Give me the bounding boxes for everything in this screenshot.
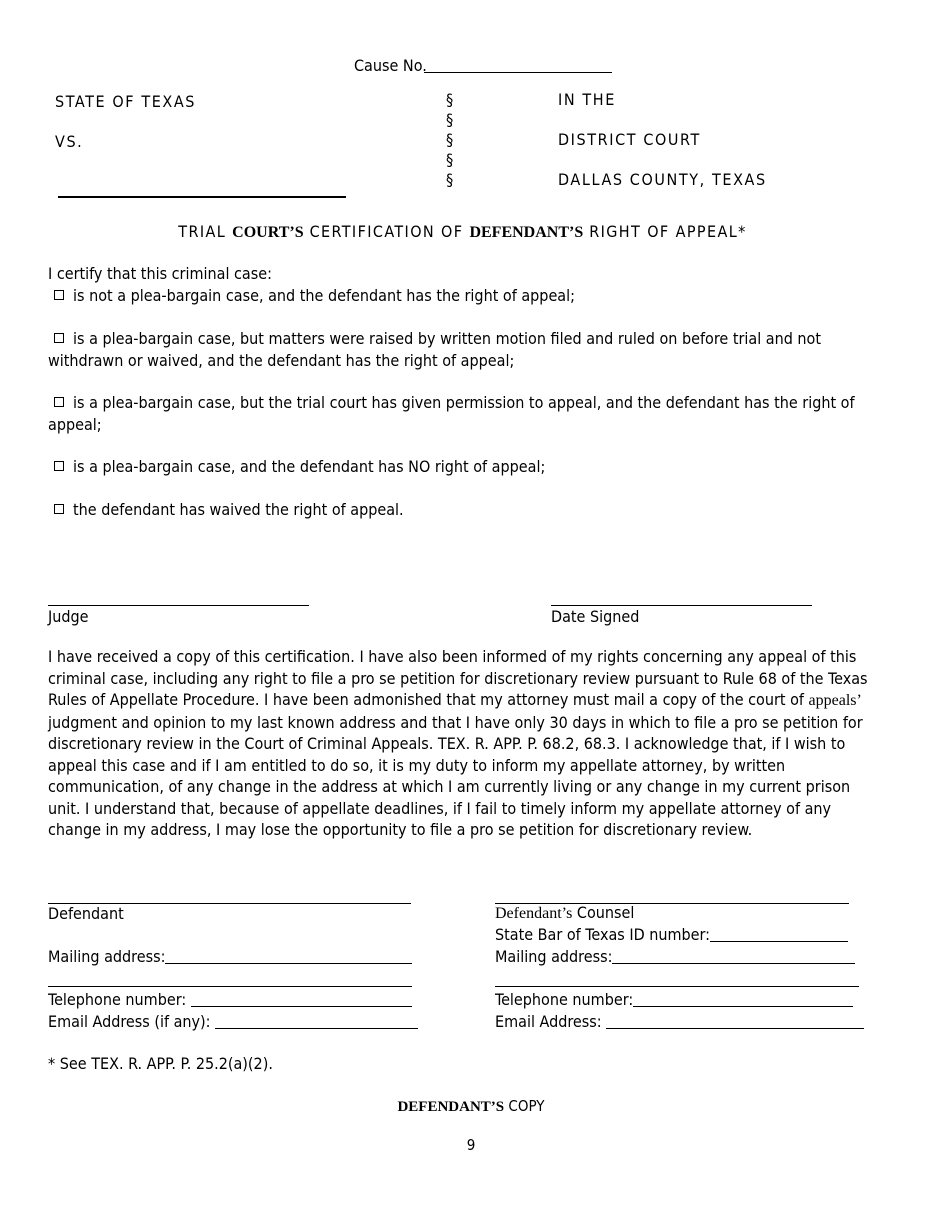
caption-state: STATE OF TEXAS — [55, 92, 197, 111]
acknowledgment-text: I have received a copy of this certification. I have also been informed of my rights concerning any appeal of this criminal case, including any right to file a pro se petition for discretionary review pursuant to Rule 68 of the Texas Rules of Appellate Procedure. I have been admonished that my attorney must mail a copy of the court of — [48, 647, 868, 709]
page-number: 9 — [466, 1136, 476, 1154]
section-mark: § — [446, 170, 454, 189]
option-court-permission — [48, 392, 888, 435]
copy-label-rest: COPY — [504, 1097, 545, 1115]
copy-label — [0, 1097, 942, 1116]
cause-number-field — [354, 56, 427, 75]
judge-label: Judge — [48, 607, 89, 626]
date-signed-line[interactable] — [551, 605, 812, 606]
option-no-right — [48, 456, 888, 478]
section-mark: § — [446, 150, 454, 169]
counsel-label-part: Counsel — [572, 903, 635, 922]
option-text: is a plea-bargain case, but matters were raised by written motion filed and ruled on before trial and not withdrawn or waived, and the defendant has the right of appeal; — [48, 329, 821, 370]
counsel-mailing-line2[interactable] — [495, 986, 859, 987]
field-label: Telephone number: — [495, 990, 634, 1009]
defendant-name-blank[interactable] — [58, 196, 346, 198]
counsel-label-part: Defendant’s — [495, 905, 573, 922]
title-part: DEFENDANT’S — [469, 224, 584, 241]
section-mark: § — [446, 110, 454, 129]
caption-county: DALLAS COUNTY, TEXAS — [558, 170, 767, 189]
acknowledgment-text: judgment and opinion to my last known address and that I have only 30 days in which to file a pro se petition for discretionary review in the Court of Criminal Appeals. TEX. R. APP. P. 68.2, 68.3. I acknowledge that, if I wish to appeal this case and if I am entitled to do so, it is my duty to inform my appellate attorney, by written communication, of any change in the address at which I am currently living or any change in my current prison unit. I understand that, because of appellate deadlines, if I fail to timely inform my appellate attorney of any change in my address, I may lose the opportunity to file a pro se petition for discretionary review. — [48, 712, 863, 839]
cause-number-label: Cause No. — [354, 56, 427, 75]
defendant-mailing-line2[interactable] — [48, 986, 412, 987]
option-waived — [48, 499, 888, 521]
defendant-telephone-field — [48, 990, 412, 1009]
counsel-label — [495, 903, 634, 923]
checkbox[interactable] — [54, 290, 64, 300]
acknowledgment-text: appeals’ — [808, 692, 862, 709]
counsel-email-input[interactable] — [606, 1014, 864, 1029]
checkbox[interactable] — [54, 333, 64, 343]
counsel-telephone-input[interactable] — [633, 992, 853, 1007]
option-text: is a plea-bargain case, but the trial court has given permission to appeal, and the defendant has the right of appeal; — [48, 393, 855, 434]
footnote: * See TEX. R. APP. P. 25.2(a)(2). — [48, 1054, 273, 1073]
section-mark: § — [446, 130, 454, 149]
certify-intro: I certify that this criminal case: — [48, 264, 272, 283]
option-text: the defendant has waived the right of appeal. — [73, 500, 404, 519]
title-part: COURT’S — [232, 224, 304, 241]
title-part: RIGHT OF APPEAL* — [583, 222, 747, 241]
counsel-telephone-field — [495, 990, 853, 1009]
defendant-telephone-input[interactable] — [191, 992, 412, 1007]
counsel-mailing-field — [495, 947, 855, 966]
copy-label-bold: DEFENDANT’S — [397, 1099, 505, 1115]
counsel-mailing-input[interactable] — [612, 949, 855, 964]
caption-in-the: IN THE — [558, 90, 616, 109]
caption-vs: VS. — [55, 132, 84, 151]
title-part: CERTIFICATION OF — [303, 222, 470, 241]
option-not-plea-bargain — [48, 285, 888, 307]
form-title — [0, 222, 925, 242]
field-label: Email Address (if any): — [48, 1012, 211, 1031]
checkbox[interactable] — [54, 504, 64, 514]
date-signed-label: Date Signed — [551, 607, 640, 626]
defendant-email-field — [48, 1012, 418, 1031]
option-text: is a plea-bargain case, and the defendant has NO right of appeal; — [73, 457, 546, 476]
caption-court: DISTRICT COURT — [558, 130, 701, 149]
field-label: Mailing address: — [48, 947, 166, 966]
field-label: Mailing address: — [495, 947, 613, 966]
defendant-email-input[interactable] — [215, 1014, 418, 1029]
option-written-motion — [48, 328, 888, 371]
field-label: Telephone number: — [48, 990, 187, 1009]
section-mark: § — [446, 90, 454, 109]
checkbox[interactable] — [54, 461, 64, 471]
defendant-mailing-input[interactable] — [165, 949, 412, 964]
counsel-bar-field — [495, 925, 848, 944]
acknowledgment-paragraph — [48, 646, 883, 841]
cause-number-blank[interactable] — [424, 72, 612, 73]
counsel-email-field — [495, 1012, 864, 1031]
judge-signature-line[interactable] — [48, 605, 309, 606]
checkbox[interactable] — [54, 397, 64, 407]
field-label: State Bar of Texas ID number: — [495, 925, 710, 944]
title-part: TRIAL — [178, 222, 233, 241]
defendant-label: Defendant — [48, 904, 124, 923]
defendant-mailing-field — [48, 947, 412, 966]
option-text: is not a plea-bargain case, and the defendant has the right of appeal; — [73, 286, 575, 305]
counsel-bar-input[interactable] — [710, 927, 848, 942]
field-label: Email Address: — [495, 1012, 602, 1031]
